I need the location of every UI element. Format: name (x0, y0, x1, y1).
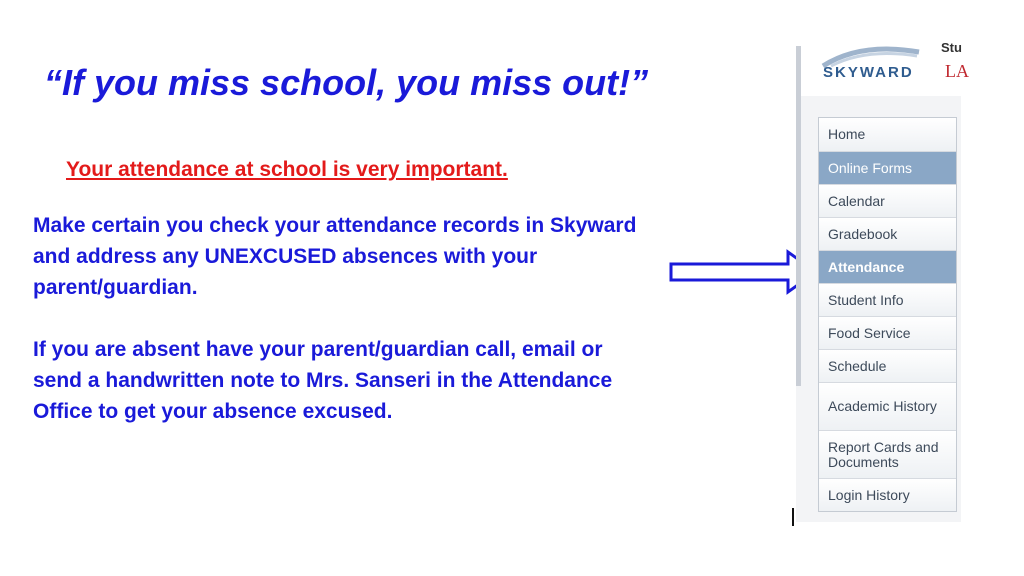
text-cursor (792, 508, 794, 526)
nav-item-calendar[interactable]: Calendar (819, 184, 956, 217)
nav-item-report-cards[interactable]: Report Cards and Documents (819, 430, 956, 478)
instruction-paragraph-2: If you are absent have your parent/guardian call, email or send a handwritten note to Mrs. Sanseri in the Attendance Office to get your absence excused. (33, 338, 613, 423)
nav-item-gradebook[interactable]: Gradebook (819, 217, 956, 250)
header-partial-red-text: LA (945, 61, 969, 81)
instruction-paragraph-1: Make certain you check your attendance records in Skyward and address any UNEXCUSED absences with your parent/guardian. (33, 214, 637, 299)
nav-item-online-forms[interactable]: Online Forms (819, 151, 956, 184)
nav-item-student-info[interactable]: Student Info (819, 283, 956, 316)
slide-title: “If you miss school, you miss out!” (44, 62, 649, 103)
skyward-logo: SKYWARD (823, 64, 914, 81)
nav-item-login-history[interactable]: Login History (819, 478, 956, 511)
header-partial-text: Stu (941, 40, 962, 55)
skyward-nav-menu (818, 117, 957, 512)
panel-border (796, 46, 801, 386)
nav-item-home[interactable]: Home (819, 118, 956, 151)
slide-subtitle: Your attendance at school is very important. (66, 158, 508, 181)
nav-item-schedule[interactable]: Schedule (819, 349, 956, 382)
nav-item-academic-history[interactable]: Academic History (819, 382, 956, 430)
nav-item-attendance[interactable]: Attendance (819, 250, 956, 283)
skyward-header (801, 40, 969, 96)
nav-item-food-service[interactable]: Food Service (819, 316, 956, 349)
